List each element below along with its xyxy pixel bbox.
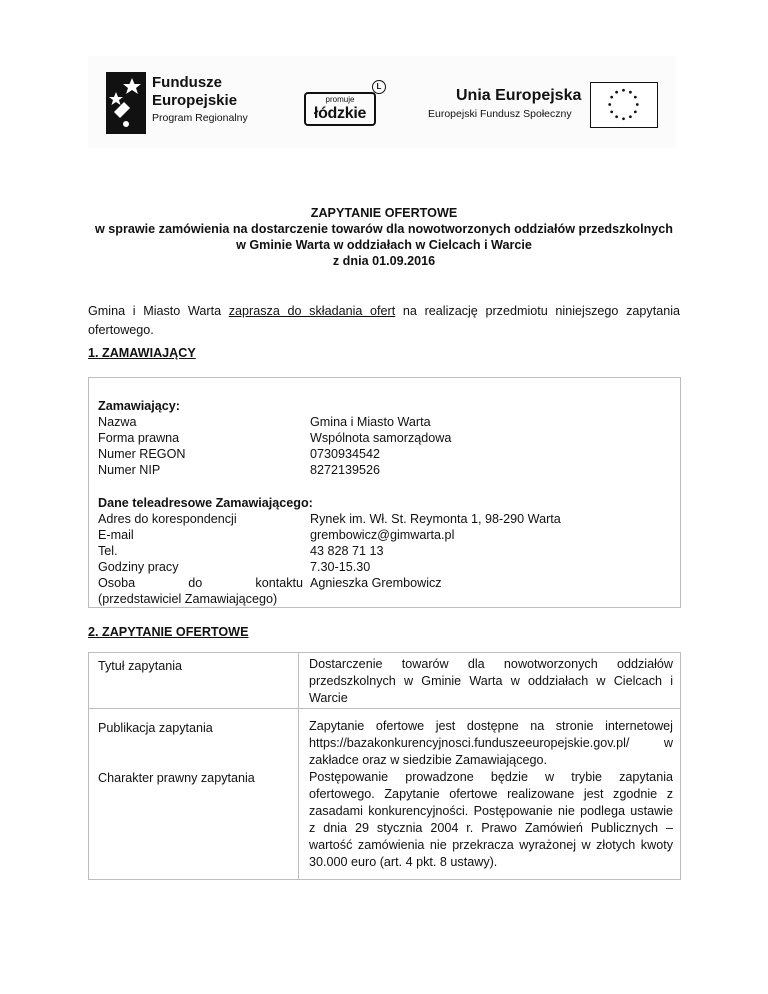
intro-text-after: na realizację przedmiotu niniejszego zapytania ofertowego. <box>88 304 681 337</box>
zamawiajacy-heading: Zamawiający: <box>98 399 180 413</box>
lodzkie-logo <box>302 80 388 132</box>
eu-subtitle: Europejski Fundusz Społeczny <box>428 108 572 120</box>
eu-title: Unia Europejska <box>456 87 582 104</box>
logo-bar <box>88 56 676 148</box>
row-value-osoba: Agnieszka Grembowicz <box>310 576 442 590</box>
table-value-tytul: Dostarczenie towarów dla nowotworzonych oddziałów przedszkolnych w Gminie Warta w oddziałach w Cielcach i Warcie <box>309 657 673 705</box>
contact-heading: Dane teleadresowe Zamawiającego: <box>98 496 313 510</box>
document-date: z dnia 01.09.2016 <box>332 254 436 268</box>
lodzkie-big-text: łódzkie <box>313 105 367 122</box>
row-label-adres: Adres do korespondencji <box>98 512 237 526</box>
table-label-charakter: Charakter prawny zapytania <box>98 771 255 785</box>
row-label-forma-prawna: Forma prawna <box>98 431 180 445</box>
row-value-adres: Rynek im. Wł. St. Reymonta 1, 98-290 Warta <box>310 512 561 526</box>
fundusze-europejskie-text <box>152 74 248 126</box>
fundusze-europejskie-emblem-icon <box>106 72 146 134</box>
eu-stars-icon <box>591 83 656 126</box>
table-label-tytul: Tytuł zapytania <box>98 659 183 673</box>
lodzkie-box <box>304 92 376 126</box>
row-value-email: grembowicz@gimwarta.pl <box>310 528 455 542</box>
zapytanie-table <box>88 652 681 880</box>
row-value-nazwa: Gmina i Miasto Warta <box>310 415 431 429</box>
fe-line2: Europejskie <box>152 92 238 109</box>
row-label-godziny: Godziny pracy <box>98 560 179 574</box>
fe-line3: Program Regionalny <box>152 112 248 124</box>
fundusze-europejskie-logo <box>106 72 286 134</box>
row-value-godziny: 7.30-15.30 <box>310 560 371 574</box>
table-row-divider <box>89 708 680 709</box>
table-value-publikacja: Zapytanie ofertowe jest dostępne na stronie internetowej https://bazakonkurencyjnosci.funduszeeuropejskie.gov.pl/ w zakładce oraz w siedzibie Zamawiającego. <box>309 719 673 767</box>
section2-title: 2. ZAPYTANIE OFERTOWE <box>88 625 249 639</box>
row-label-regon: Numer REGON <box>98 447 186 461</box>
row-value-tel: 43 828 71 13 <box>310 544 384 558</box>
intro-text-underlined: zaprasza do składania ofert <box>228 304 396 318</box>
table-column-divider <box>298 653 299 879</box>
table-value-charakter: Postępowanie prowadzone będzie w trybie zapytania ofertowego. Zapytanie ofertowe realizowane jest zgodnie z zasadami konkurencyjności. Postępowanie nie podlega ustawie z dnia 29 stycznia 2004 r. Prawo Zamówień Publicznych – wartość zamówienia nie przekracza wyrażonej w złotych kwoty 30.000 euro (art. 4 pkt. 8 ustawy). <box>309 770 673 869</box>
row-label-osoba: Osoba do kontaktu <box>98 576 303 590</box>
lodzkie-small-text: promuje <box>325 95 355 104</box>
eu-flag-icon <box>590 82 658 128</box>
document-subject-line1: w sprawie zamówienia na dostarczenie towarów dla nowotworzonych oddziałów przedszkolnych <box>94 222 673 236</box>
eu-text-block <box>428 86 581 122</box>
table-label-publikacja: Publikacja zapytania <box>98 721 213 735</box>
fe-line1: Fundusze <box>152 74 222 91</box>
document-title: ZAPYTANIE OFERTOWE <box>310 206 458 220</box>
row-value-regon: 0730934542 <box>310 447 381 461</box>
intro-paragraph <box>88 302 680 340</box>
row-label-nazwa: Nazwa <box>98 415 137 429</box>
intro-text-before: Gmina i Miasto Warta <box>88 304 229 318</box>
document-subject-line2: w Gminie Warta w oddziałach w Cielcach i Warcie <box>236 238 532 252</box>
row-label-email: E-mail <box>98 528 134 542</box>
row-label-tel: Tel. <box>98 544 118 558</box>
row-label-nip: Numer NIP <box>98 463 161 477</box>
section1-title: 1. ZAMAWIAJĄCY <box>88 346 196 360</box>
lodzkie-circle-icon: L <box>372 80 386 94</box>
row-label-osoba-cont: (przedstawiciel Zamawiającego) <box>98 592 278 606</box>
row-value-forma-prawna: Wspólnota samorządowa <box>310 431 452 445</box>
zamawiajacy-box <box>88 377 681 608</box>
row-value-nip: 8272139526 <box>310 463 381 477</box>
